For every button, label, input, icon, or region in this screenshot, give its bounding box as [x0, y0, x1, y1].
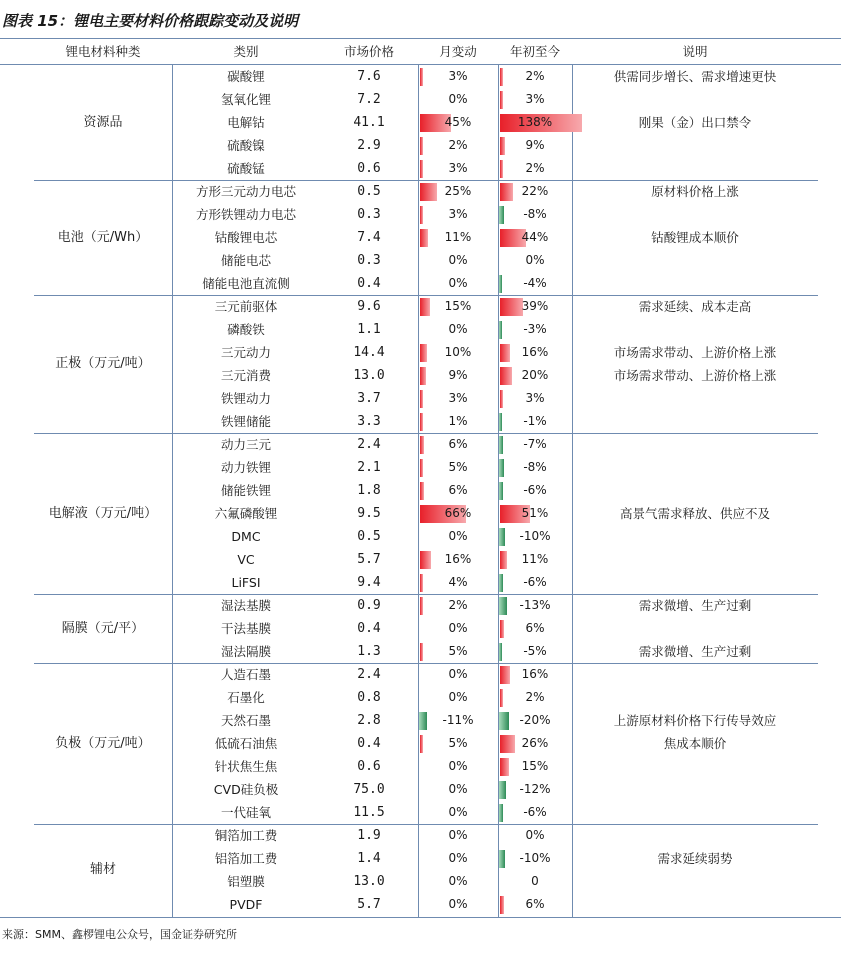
month-change: 4% [448, 575, 468, 589]
month-change: 66% [444, 506, 472, 520]
item-name: 铝箔加工费 [214, 851, 278, 866]
item-name: 氢氧化锂 [220, 92, 271, 107]
group-note: 市场需求带动、上游价格上涨 [613, 345, 777, 360]
item-name: 天然石墨 [220, 713, 271, 728]
month-change: 0% [448, 92, 468, 106]
item-name: 方形铁锂动力电芯 [195, 207, 296, 222]
month-change: 0% [448, 322, 468, 336]
ytd-change: 22% [521, 184, 549, 198]
group-label: 正极（万元/吨） [55, 356, 151, 371]
item-name: 动力铁锂 [220, 460, 271, 475]
item-name: 铁锂储能 [220, 414, 271, 429]
market-price: 9.6 [357, 299, 381, 314]
month-change: 3% [448, 161, 468, 175]
ytd-change: 2% [525, 69, 545, 83]
item-name: 六氟磷酸锂 [214, 506, 278, 521]
source-note: 来源：SMM、鑫椤锂电公众号，国金证券研究所 [2, 928, 237, 941]
month-change: 3% [448, 69, 468, 83]
item-name: 铁锂动力 [220, 391, 271, 406]
ytd-change: 0% [525, 828, 545, 842]
item-name: 三元动力 [220, 345, 271, 360]
month-change: 10% [444, 345, 472, 359]
month-change: 0% [448, 805, 468, 819]
header-note: 说明 [682, 44, 708, 59]
market-price: 1.9 [357, 828, 381, 843]
item-name: VC [237, 552, 255, 567]
item-name: 湿法基膜 [220, 598, 271, 613]
market-price: 3.3 [357, 414, 381, 429]
market-price: 2.4 [357, 437, 381, 452]
market-price: 9.4 [357, 575, 381, 590]
figure-title: 图表 15：锂电主要材料价格跟踪变动及说明 [2, 12, 299, 30]
header-category: 锂电材料种类 [65, 44, 141, 59]
group-note: 需求延续、成本走高 [638, 299, 752, 314]
market-price: 13.0 [353, 368, 385, 383]
ytd-change: 6% [525, 897, 545, 911]
group-note: 需求微增、生产过剩 [638, 644, 752, 659]
month-change: -11% [442, 713, 474, 727]
market-price: 0.6 [357, 759, 381, 774]
ytd-change: 0 [531, 874, 539, 888]
market-price: 3.7 [357, 391, 381, 406]
month-change: 0% [448, 253, 468, 267]
ytd-change: -10% [519, 529, 551, 543]
market-price: 14.4 [353, 345, 385, 360]
market-price: 41.1 [353, 115, 385, 130]
group-note: 刚果（金）出口禁令 [638, 115, 752, 130]
item-name: 磷酸铁 [227, 322, 265, 337]
ytd-change: -1% [523, 414, 547, 428]
month-change: 9% [448, 368, 468, 382]
month-change: 6% [448, 437, 468, 451]
market-price: 7.6 [357, 69, 381, 84]
ytd-change: 0% [525, 253, 545, 267]
ytd-change: 2% [525, 690, 545, 704]
group-label: 隔膜（元/平） [61, 621, 145, 636]
market-price: 7.2 [357, 92, 381, 107]
header-mom: 月变动 [439, 44, 477, 59]
bottom-rule [0, 917, 841, 918]
market-price: 0.4 [357, 621, 381, 636]
market-price: 11.5 [353, 805, 385, 820]
item-name: 硫酸镍 [227, 138, 265, 153]
market-price: 0.3 [357, 253, 381, 268]
ytd-change: 9% [525, 138, 545, 152]
ytd-change: 3% [525, 92, 545, 106]
month-change: 0% [448, 690, 468, 704]
ytd-change: 51% [521, 506, 549, 520]
group-label: 电解液（万元/吨） [48, 506, 158, 521]
market-price: 5.7 [357, 897, 381, 912]
month-change: 2% [448, 598, 468, 612]
market-price: 2.1 [357, 460, 381, 475]
item-name: 人造石墨 [220, 667, 271, 682]
month-change: 11% [444, 230, 472, 244]
group-label: 电池（元/Wh） [57, 230, 149, 245]
ytd-change: 2% [525, 161, 545, 175]
item-name: 低硫石油焦 [214, 736, 278, 751]
market-price: 0.4 [357, 736, 381, 751]
group-note: 原材料价格上涨 [651, 184, 739, 199]
ytd-change: 11% [521, 552, 549, 566]
market-price: 13.0 [353, 874, 385, 889]
group-note: 供需同步增长、需求增速更快 [613, 69, 777, 84]
item-name: 针状焦生焦 [214, 759, 278, 774]
group-note: 高景气需求释放、供应不及 [619, 506, 770, 521]
ytd-change: 39% [521, 299, 549, 313]
market-price: 1.4 [357, 851, 381, 866]
market-price: 5.7 [357, 552, 381, 567]
item-name: 铜箔加工费 [214, 828, 278, 843]
ytd-change: -6% [523, 805, 547, 819]
group-note: 市场需求带动、上游价格上涨 [613, 368, 777, 383]
market-price: 2.4 [357, 667, 381, 682]
item-name: PVDF [229, 897, 263, 912]
header-ytd: 年初至今 [509, 44, 560, 59]
market-price: 0.5 [357, 184, 381, 199]
item-name: 电解钴 [227, 115, 265, 130]
month-change: 5% [448, 644, 468, 658]
month-change: 0% [448, 782, 468, 796]
ytd-change: 44% [521, 230, 549, 244]
ytd-change: -6% [523, 575, 547, 589]
item-name: 储能铁锂 [220, 483, 271, 498]
market-price: 1.3 [357, 644, 381, 659]
month-change: 1% [448, 414, 468, 428]
month-change: 45% [444, 115, 472, 129]
item-name: 方形三元动力电芯 [195, 184, 296, 199]
ytd-change: 15% [521, 759, 549, 773]
month-change: 0% [448, 529, 468, 543]
item-name: 储能电池直流侧 [202, 276, 290, 291]
ytd-change: 16% [521, 345, 549, 359]
group-note: 钴酸锂成本顺价 [651, 230, 739, 245]
ytd-change: -3% [523, 322, 547, 336]
item-name: DMC [231, 529, 261, 544]
market-price: 0.6 [357, 161, 381, 176]
market-price: 0.3 [357, 207, 381, 222]
market-price: 1.8 [357, 483, 381, 498]
item-name: 储能电芯 [220, 253, 271, 268]
market-price: 0.9 [357, 598, 381, 613]
ytd-change: 26% [521, 736, 549, 750]
item-name: 动力三元 [220, 437, 271, 452]
item-name: 一代硅氧 [220, 805, 271, 820]
item-name: 碳酸锂 [227, 69, 265, 84]
ytd-change: 6% [525, 621, 545, 635]
ytd-change: -10% [519, 851, 551, 865]
ytd-change: -8% [523, 207, 547, 221]
month-change: 3% [448, 207, 468, 221]
month-change: 25% [444, 184, 472, 198]
ytd-change: -7% [523, 437, 547, 451]
month-change: 6% [448, 483, 468, 497]
ytd-change: 16% [521, 667, 549, 681]
ytd-change: 3% [525, 391, 545, 405]
month-change: 0% [448, 759, 468, 773]
month-change: 16% [444, 552, 472, 566]
ytd-change: -6% [523, 483, 547, 497]
month-change: 2% [448, 138, 468, 152]
header-price: 市场价格 [343, 44, 394, 59]
item-name: 石墨化 [227, 690, 265, 705]
month-change: 5% [448, 736, 468, 750]
month-change: 15% [444, 299, 472, 313]
ytd-change: -8% [523, 460, 547, 474]
group-note: 焦成本顺价 [663, 736, 727, 751]
month-change: 5% [448, 460, 468, 474]
month-change: 0% [448, 897, 468, 911]
market-price: 1.1 [357, 322, 381, 337]
item-name: 钴酸锂电芯 [214, 230, 278, 245]
ytd-change: -5% [523, 644, 547, 658]
group-note: 需求延续弱势 [657, 851, 733, 866]
group-note: 需求微增、生产过剩 [638, 598, 752, 613]
item-name: CVD硅负极 [213, 782, 279, 797]
month-change: 0% [448, 851, 468, 865]
month-change: 0% [448, 667, 468, 681]
item-name: LiFSI [231, 575, 261, 590]
item-name: 三元前驱体 [214, 299, 278, 314]
group-label: 资源品 [83, 115, 123, 130]
group-note: 上游原材料价格下行传导效应 [613, 713, 777, 728]
ytd-change: -20% [519, 713, 551, 727]
ytd-change: -4% [523, 276, 547, 290]
ytd-change: -13% [519, 598, 551, 612]
item-name: 干法基膜 [220, 621, 271, 636]
market-price: 0.5 [357, 529, 381, 544]
ytd-change: 138% [517, 115, 553, 129]
item-name: 铝塑膜 [227, 874, 265, 889]
header-item: 类别 [233, 44, 259, 59]
item-name: 硫酸锰 [227, 161, 265, 176]
item-name: 三元消费 [220, 368, 271, 383]
month-change: 3% [448, 391, 468, 405]
item-name: 湿法隔膜 [220, 644, 271, 659]
market-price: 75.0 [353, 782, 385, 797]
market-price: 2.8 [357, 713, 381, 728]
month-change: 0% [448, 276, 468, 290]
month-change: 0% [448, 828, 468, 842]
month-change: 0% [448, 621, 468, 635]
group-label: 负极（万元/吨） [55, 736, 151, 751]
market-price: 2.9 [357, 138, 381, 153]
market-price: 7.4 [357, 230, 381, 245]
ytd-change: -12% [519, 782, 551, 796]
ytd-change: 20% [521, 368, 549, 382]
month-change: 0% [448, 874, 468, 888]
group-label: 辅材 [89, 862, 116, 877]
market-price: 0.8 [357, 690, 381, 705]
market-price: 9.5 [357, 506, 381, 521]
market-price: 0.4 [357, 276, 381, 291]
